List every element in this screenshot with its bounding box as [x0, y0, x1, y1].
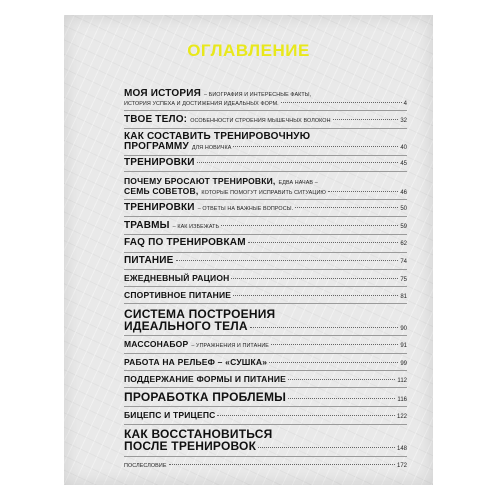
toc-entry-page: 172: [396, 463, 407, 469]
divider: [124, 303, 407, 304]
toc-entry[interactable]: [124, 339, 407, 349]
toc-entry-title: БИЦЕПС И ТРИЦЕПС: [124, 410, 216, 420]
divider: [124, 286, 407, 287]
toc-entry-description: – БИОГРАФИЯ И ИНТЕРЕСНЫЕ ФАКТЫ,: [204, 92, 312, 98]
toc-entry[interactable]: [124, 158, 407, 168]
toc-entry-page: 75: [400, 277, 407, 283]
toc-entry-page: 90: [400, 326, 407, 332]
divider: [124, 370, 407, 371]
page-title: ОГЛАВЛЕНИЕ: [187, 41, 310, 60]
toc-entry-description: ЕДВА НАЧАВ –: [278, 180, 318, 186]
toc-entry-title: ПОСЛЕ ТРЕНИРОВОК: [124, 439, 257, 453]
divider: [124, 216, 407, 217]
dot-leader: [176, 260, 399, 261]
toc-entry[interactable]: [124, 391, 407, 403]
toc-entry-title: КАК СОСТАВИТЬ ТРЕНИРОВОЧНУЮ: [124, 131, 311, 142]
toc-entry[interactable]: [124, 238, 407, 248]
toc-entry-title: СЕМЬ СОВЕТОВ,: [124, 186, 199, 196]
toc-entry-title: ПРОРАБОТКА ПРОБЛЕМЫ: [124, 390, 287, 404]
toc-entry-title: МОЯ ИСТОРИЯ: [124, 88, 201, 99]
toc-entry-title: FAQ ПО ТРЕНИРОВКАМ: [124, 237, 246, 248]
toc-entry[interactable]: [124, 461, 407, 471]
divider: [124, 456, 407, 457]
dot-leader: [333, 119, 399, 120]
dot-leader: [295, 207, 398, 208]
dot-leader: [328, 191, 398, 192]
toc-entry-page: 91: [400, 343, 407, 349]
toc-entry-page: 112: [397, 378, 407, 384]
toc-entry-page: 45: [400, 161, 407, 167]
divider: [124, 171, 407, 172]
divider: [124, 353, 407, 354]
toc-entry-description: ДЛЯ НОВИЧКА: [191, 145, 232, 151]
toc-entry-title: ЕЖЕДНЕВНЫЙ РАЦИОН: [124, 273, 230, 283]
toc-entry-title: КАК ВОССТАНОВИТЬСЯ: [124, 427, 273, 441]
dot-leader: [233, 295, 398, 296]
toc-entry-page: 81: [400, 294, 407, 300]
toc-entry[interactable]: [124, 176, 407, 196]
toc-entry-title: РАБОТА НА РЕЛЬЕФ – «СУШКА»: [124, 357, 268, 367]
divider: [124, 387, 407, 388]
divider: [124, 155, 407, 156]
toc-entry[interactable]: [124, 256, 407, 266]
toc-entry[interactable]: [124, 357, 407, 367]
dot-leader: [197, 162, 399, 163]
toc-entry-description: КОТОРЫЕ ПОМОГУТ ИСПРАВИТЬ СИТУАЦИЮ: [201, 190, 326, 196]
divider: [124, 234, 407, 235]
toc-entry-page: 99: [400, 361, 407, 367]
toc-entry[interactable]: [124, 203, 407, 213]
dot-leader: [169, 464, 395, 465]
toc-entry[interactable]: [124, 221, 407, 231]
toc-entry-description: – КАК ИЗБЕЖАТЬ: [172, 224, 220, 230]
toc-entry-title: ТВОЕ ТЕЛО:: [124, 114, 188, 125]
toc-entry-page: 62: [400, 241, 407, 247]
toc-entry[interactable]: [124, 290, 407, 300]
dot-leader: [233, 146, 398, 147]
toc-entry[interactable]: [124, 115, 407, 125]
toc-entry-description: ПОСЛЕСЛОВИЕ: [124, 463, 167, 469]
toc-entry[interactable]: [124, 428, 407, 452]
toc-entry-title: ПОЧЕМУ БРОСАЮТ ТРЕНИРОВКИ,: [124, 176, 276, 186]
toc-entry-description: ОСОБЕННОСТИ СТРОЕНИЯ МЫШЕЧНЫХ ВОЛОКОН: [190, 118, 331, 124]
toc-entry-title: СПОРТИВНОЕ ПИТАНИЕ: [124, 290, 232, 300]
toc-entry[interactable]: [124, 308, 407, 332]
toc-entry-page: 50: [400, 206, 407, 212]
toc-entry-title: ИДЕАЛЬНОГО ТЕЛА: [124, 319, 248, 333]
dot-leader: [221, 225, 398, 226]
divider: [124, 406, 407, 407]
toc-entry-page: 59: [400, 224, 407, 230]
dot-leader: [281, 102, 402, 103]
toc-entry-page: 74: [400, 259, 407, 265]
dot-leader: [271, 344, 398, 345]
toc-entry-page: 122: [396, 414, 407, 420]
toc-entry-page: 4: [403, 101, 407, 107]
divider: [124, 110, 407, 111]
toc-entry[interactable]: [124, 410, 407, 420]
dot-leader: [231, 278, 398, 279]
divider: [124, 128, 407, 129]
toc-entry-title: ТРЕНИРОВКИ: [124, 157, 195, 168]
divider: [124, 252, 407, 253]
dot-leader: [217, 415, 395, 416]
toc-entry-title: ТРАВМЫ: [124, 220, 170, 231]
toc-entry-title: СИСТЕМА ПОСТРОЕНИЯ: [124, 307, 276, 321]
toc-entry-title: ПОДДЕРЖАНИЕ ФОРМЫ И ПИТАНИЕ: [124, 374, 287, 384]
toc-entry-description: – УПРАЖНЕНИЯ И ПИТАНИЕ: [191, 343, 270, 349]
dot-leader: [288, 398, 395, 399]
toc-entry-title: ТРЕНИРОВКИ: [124, 202, 195, 213]
toc-entry[interactable]: [124, 89, 407, 109]
toc-entry-page: 46: [400, 190, 407, 196]
dot-leader: [250, 327, 399, 328]
toc-entry[interactable]: [124, 132, 407, 152]
divider: [124, 335, 407, 336]
book-page: [64, 15, 433, 485]
dot-leader: [288, 379, 395, 380]
toc-entry-description: ИСТОРИЯ УСПЕХА И ДОСТИЖЕНИЯ ИДЕАЛЬНЫХ ФОРМ.: [124, 101, 279, 107]
divider: [124, 424, 407, 425]
toc-entry-description: – ОТВЕТЫ НА ВАЖНЫЕ ВОПРОСЫ.: [197, 206, 294, 212]
toc-entry[interactable]: [124, 374, 407, 384]
toc-entry-page: 32: [400, 118, 407, 124]
toc-entry-title: ПРОГРАММУ: [124, 141, 189, 152]
dot-leader: [248, 242, 399, 243]
toc-entry-page: 148: [396, 446, 407, 452]
toc-entry-title: МАССОНАБОР: [124, 339, 189, 349]
toc-entry-page: 116: [397, 397, 407, 403]
toc-entry-page: 40: [400, 145, 407, 151]
toc-entry-title: ПИТАНИЕ: [124, 255, 174, 266]
toc-entry[interactable]: [124, 273, 407, 283]
divider: [124, 199, 407, 200]
divider: [124, 269, 407, 270]
dot-leader: [258, 447, 395, 448]
dot-leader: [269, 362, 398, 363]
